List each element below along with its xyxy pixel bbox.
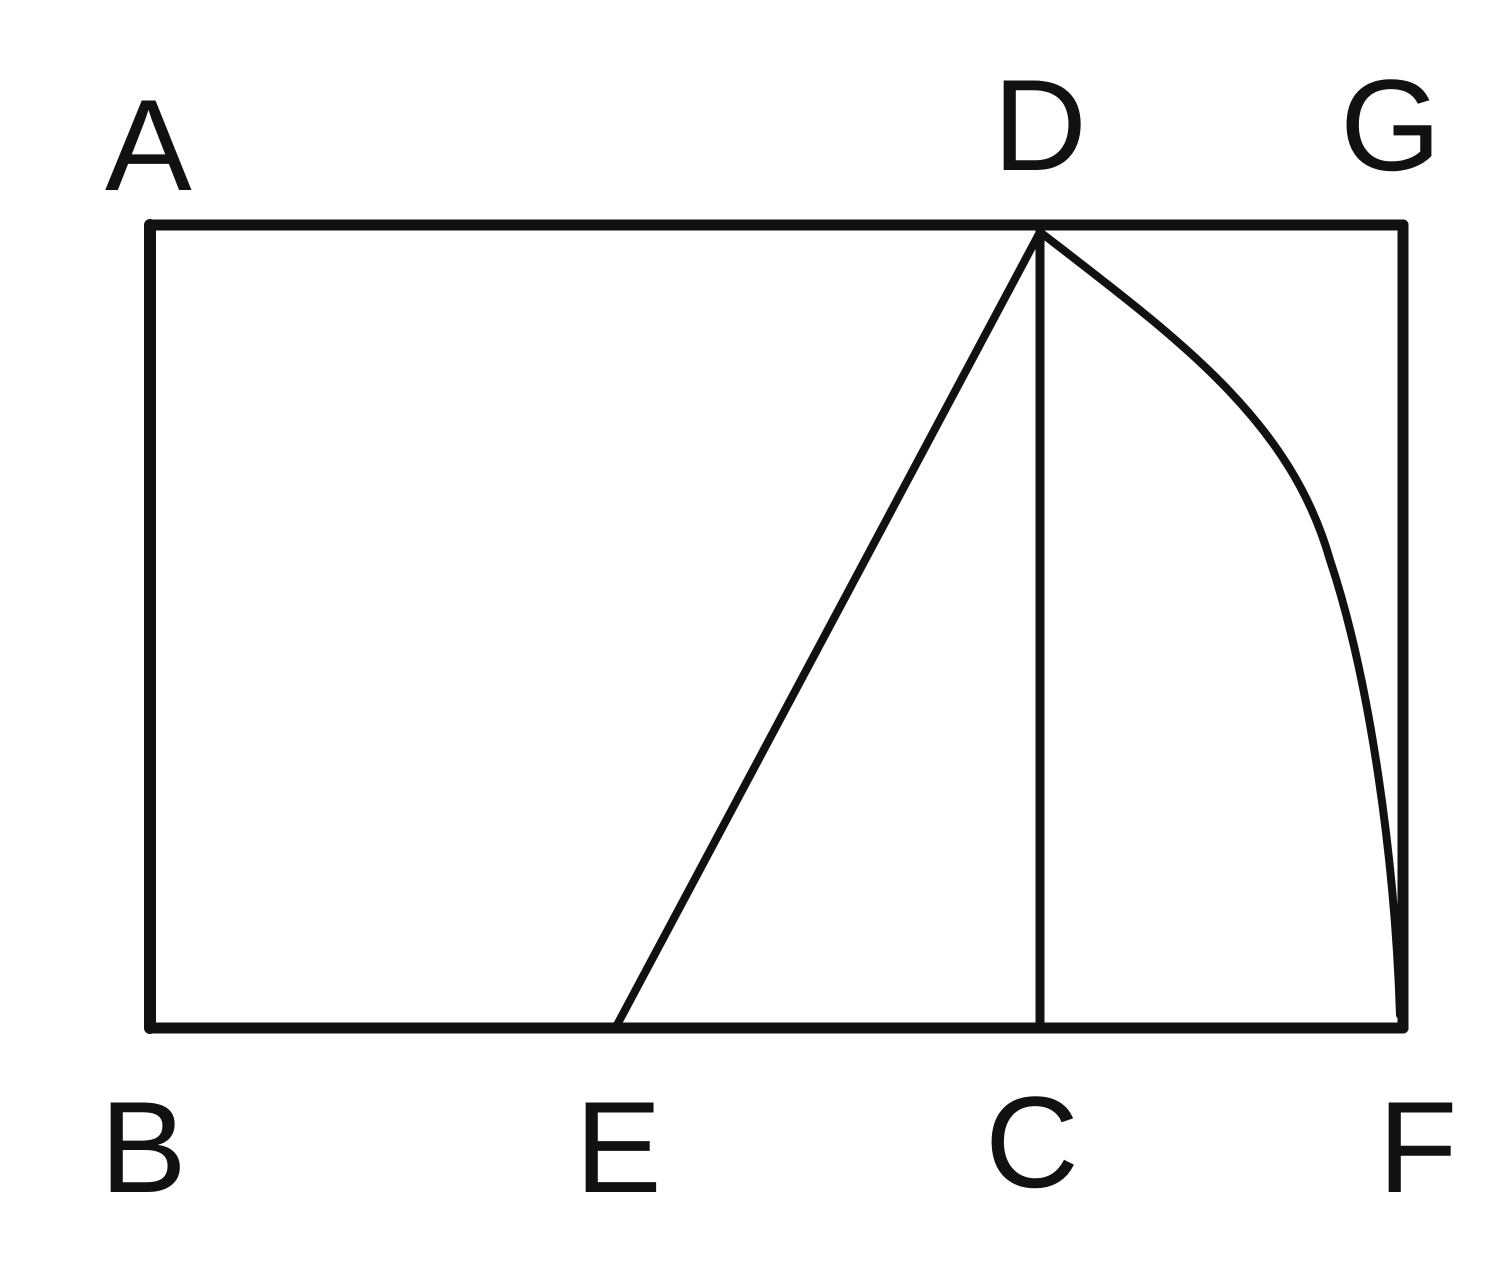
label-D: D	[993, 52, 1087, 198]
segment-DE	[617, 232, 1040, 1025]
label-G: G	[1340, 52, 1442, 198]
label-B: B	[100, 1074, 187, 1220]
label-A: A	[105, 72, 192, 218]
label-E: E	[575, 1074, 662, 1220]
label-F: F	[1378, 1074, 1458, 1220]
label-C: C	[985, 1069, 1079, 1215]
arc-DF	[1040, 232, 1400, 1015]
